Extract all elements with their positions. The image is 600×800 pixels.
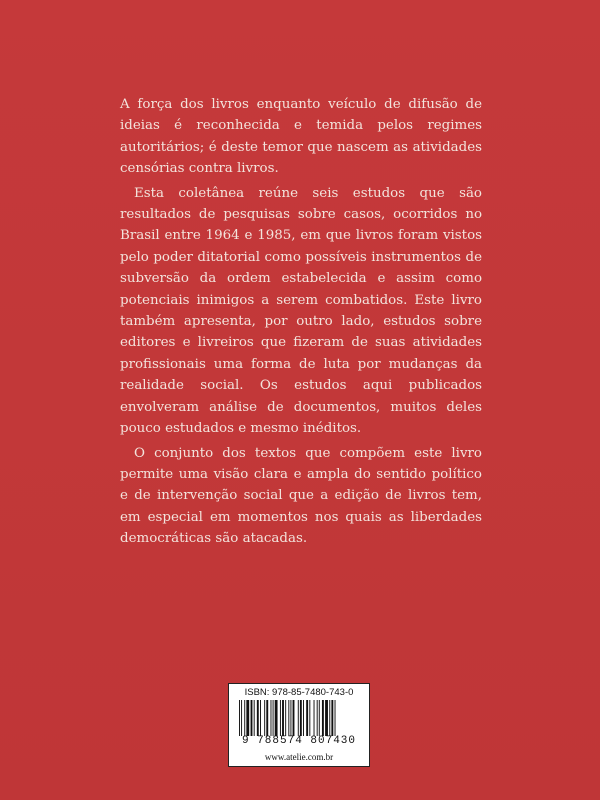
paragraph-1: A força dos livros enquanto veículo de difusão de ideias é reconhecida e temida pelos regimes autoritários; é deste temor que nascem as atividades censórias contra livros.	[120, 97, 482, 177]
synopsis-text	[120, 94, 482, 553]
paragraph-2: Esta coletânea reúne seis estudos que são resultados de pesquisas sobre casos, ocorridos no Brasil entre 1964 e 1985, em que livros foram vistos pelo poder ditatorial como possíveis instrumentos de subversão da ordem estabelecida e assim como potenciais inimigos a serem combatidos. Este livro também apresenta, por outro lado, estudos sobre editores e livreiros que fizeram de suas atividades profissionais uma forma de luta por mudanças da realidade social. Os estudos aqui publicados envolveram análise de documentos, muitos deles pouco estudados e mesmo inéditos.	[120, 185, 482, 437]
barcode-bar	[290, 700, 291, 736]
barcode-label	[228, 683, 370, 767]
barcode-bar	[241, 700, 242, 736]
barcode-bar	[325, 700, 328, 736]
barcode-bar	[282, 700, 284, 736]
barcode-bar	[317, 700, 318, 736]
barcode-bar	[303, 700, 304, 736]
isbn-number: ISBN: 978-85-7480-743-0	[244, 687, 354, 698]
barcode-bar	[275, 700, 278, 736]
barcode-bar	[322, 700, 324, 736]
barcode-bar	[306, 700, 308, 736]
barcode-bar	[271, 700, 272, 736]
barcode-digits: 9 788574 807430	[241, 735, 357, 747]
barcode-bar	[264, 700, 265, 736]
barcode-bar	[273, 700, 274, 736]
barcode-bar	[244, 700, 245, 736]
barcode-bar	[309, 700, 310, 736]
barcode-bar	[314, 700, 315, 736]
barcode-bar	[251, 700, 253, 736]
barcode-bar	[280, 700, 281, 736]
barcode-bar	[293, 700, 295, 736]
barcode-bar	[246, 700, 249, 736]
barcode-bar	[239, 700, 240, 736]
barcode-bars	[239, 700, 361, 736]
barcode-bar	[257, 700, 259, 736]
barcode-bar	[335, 700, 336, 736]
barcode-bar	[298, 700, 299, 736]
paragraph-3: O conjunto dos textos que compõem este livro permite uma visão clara e ampla do sentido político e de intervenção social que a edição de livros tem, em especial em momentos nos quais as liberdades democráticas são atacadas.	[120, 445, 482, 547]
barcode-bar	[300, 700, 302, 736]
barcode-bar	[266, 700, 268, 736]
publisher-website: www.atelie.com.br	[264, 752, 334, 762]
barcode-bar	[254, 700, 255, 736]
barcode-bar	[285, 700, 286, 736]
barcode-bar	[331, 700, 333, 736]
barcode-bar	[288, 700, 289, 736]
barcode-bar	[319, 700, 320, 736]
barcode-bar	[329, 700, 330, 736]
barcode-bar	[260, 700, 261, 736]
